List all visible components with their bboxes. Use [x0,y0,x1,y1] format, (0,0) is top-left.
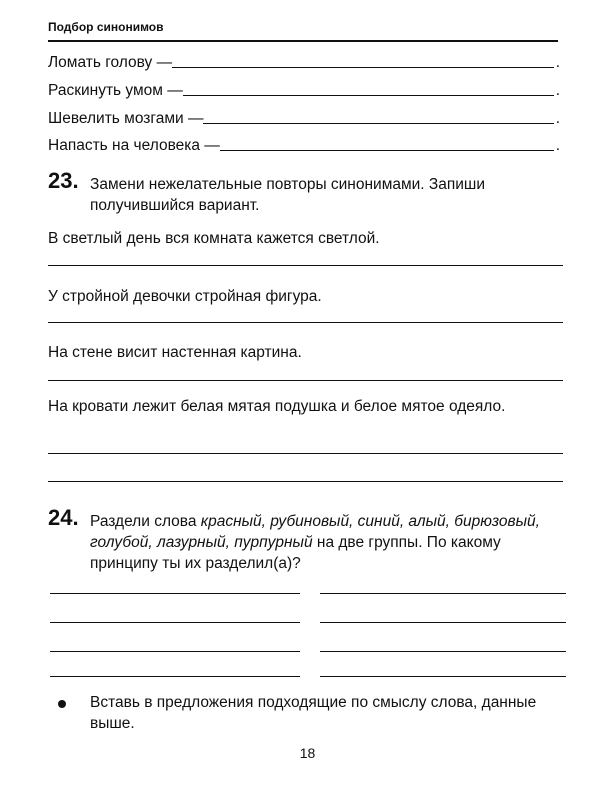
task-word-list: красный, рубиновый, синий, алый, бирюзовый, голубой, лазурный, пурпурный [90,513,540,551]
answer-line-left[interactable] [50,676,300,677]
task-sentence: На кровати лежит белая мятая подушка и белое мятое одеяло. [48,398,506,415]
bullet-icon [58,700,66,708]
answer-line[interactable] [48,453,563,454]
phrase-text: Раскинуть умом — [48,82,183,99]
answer-blank[interactable] [203,123,553,124]
task-instruction [90,511,568,574]
page-header: Подбор синонимов [48,20,558,42]
answer-line[interactable] [48,322,563,323]
phrase-row: Раскинуть умом — . [48,82,560,99]
answer-line-right[interactable] [320,622,566,623]
answer-blank[interactable] [220,150,554,151]
phrase-text: Ломать голову — [48,54,173,71]
phrase-text: Напасть на человека — [48,137,220,154]
task-number: 24. [48,505,79,530]
answer-line-left[interactable] [50,622,300,623]
phrase-text: Шевелить мозгами — [48,110,204,127]
answer-line-left[interactable] [50,651,300,652]
phrase-row: Шевелить мозгами — . [48,110,560,127]
bullet-note: Вставь в предложения подходящие по смыслу слова, данные выше. [90,694,537,732]
task-23 [48,168,568,216]
task-instruction: Замени нежелательные повторы синонимами. Запиши получившийся вариант. [90,176,486,214]
task-number: 23. [48,168,79,193]
answer-line-right[interactable] [320,593,566,594]
task-24 [48,505,568,574]
answer-line[interactable] [48,481,563,482]
task-text-after: на две группы. По какому принципу ты их разделил(а)? [90,534,501,572]
task-sentence: На стене висит настенная картина. [48,344,302,361]
answer-line[interactable] [48,265,563,266]
answer-blank[interactable] [172,67,554,68]
answer-line-left[interactable] [50,593,300,594]
answer-blank[interactable] [183,95,554,96]
answer-line[interactable] [48,380,563,381]
phrase-row: Ломать голову — . [48,54,560,71]
task-sentence: В светлый день вся комната кажется светлой. [48,230,380,247]
page-number: 18 [299,745,316,761]
answer-line-right[interactable] [320,651,566,652]
answer-line-right[interactable] [320,676,566,677]
task-text-before: Раздели слова [90,513,201,530]
task-sentence: У стройной девочки стройная фигура. [48,288,322,305]
phrase-row: Напасть на человека — . [48,137,560,154]
